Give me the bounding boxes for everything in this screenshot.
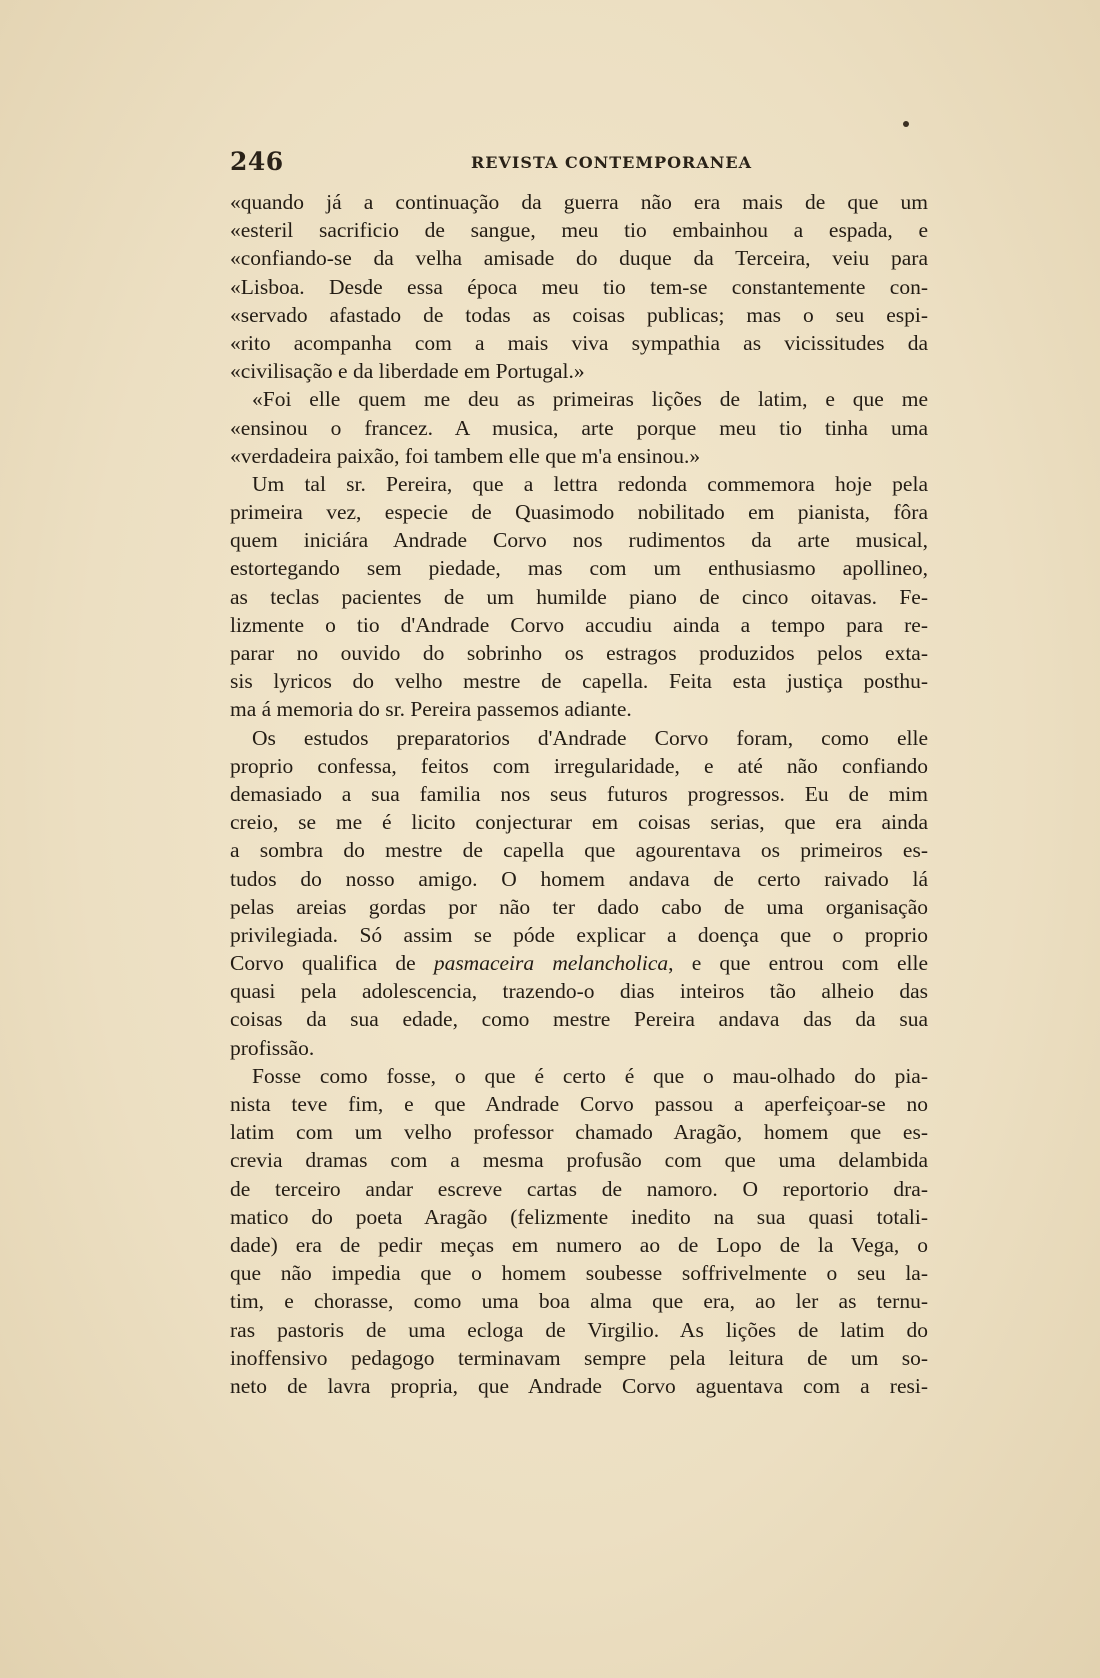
- text-line: pelas areias gordas por não ter dado cabo de uma organisação: [230, 894, 928, 919]
- text-line: as teclas pacientes de um humilde piano de cinco oitavas. Fe-: [230, 584, 928, 609]
- page-header: [230, 147, 930, 177]
- text-line: «Lisboa. Desde essa época meu tio tem-se constantemente con-: [230, 274, 928, 299]
- text-line: dade) era de pedir meças em numero ao de Lopo de la Vega, o: [230, 1232, 928, 1257]
- text-line: estortegando sem piedade, mas com um enthusiasmo apollineo,: [230, 556, 928, 581]
- text-line: latim com um velho professor chamado Aragão, homem que es-: [230, 1120, 928, 1145]
- text-line: tim, e chorasse, como uma boa alma que era, ao ler as ternu-: [230, 1289, 928, 1314]
- body-text: [230, 188, 928, 1400]
- text-line: creio, se me é licito conjecturar em coisas serias, que era ainda: [230, 810, 928, 835]
- text-line: «verdadeira paixão, foi tambem elle que m'a ensinou.»: [230, 443, 701, 468]
- text-line: ras pastoris de uma ecloga de Virgilio. As lições de latim do: [230, 1317, 928, 1342]
- text-line: proprio confessa, feitos com irregularidade, e até não confiando: [230, 753, 928, 778]
- text-line: tudos do nosso amigo. O homem andava de certo raivado lá: [230, 866, 928, 891]
- text-line: «confiando-se da velha amisade do duque da Terceira, veiu para: [230, 246, 928, 271]
- text-line: matico do poeta Aragão (felizmente inedito na sua quasi totali-: [230, 1204, 928, 1229]
- italic-phrase: pasmaceira melancholica: [433, 951, 669, 976]
- text-line: crevia dramas com a mesma profusão com que uma delambida: [230, 1148, 928, 1173]
- running-title: REVISTA CONTEMPORANEA: [471, 153, 752, 172]
- text-line: demasiado a sua familia nos seus futuros progressos. Eu de mim: [230, 781, 928, 806]
- text-line: lizmente o tio d'Andrade Corvo accudiu ainda a tempo para re-: [230, 612, 928, 637]
- text-line: [230, 949, 928, 977]
- text-line: «Foi elle quem me deu as primeiras lições de latim, e que me: [252, 387, 928, 412]
- text-line: quem iniciára Andrade Corvo nos rudimentos da arte musical,: [230, 528, 928, 553]
- text-line: inoffensivo pedagogo terminavam sempre pela leitura de um so-: [230, 1345, 928, 1370]
- text-line: Fosse como fosse, o que é certo é que o mau-olhado do pia-: [252, 1063, 928, 1088]
- text-line: Um tal sr. Pereira, que a lettra redonda commemora hoje pela: [252, 471, 928, 496]
- text-line: parar no ouvido do sobrinho os estragos produzidos pelos exta-: [230, 641, 928, 665]
- text-line: neto de lavra propria, que Andrade Corvo aguentava com a resi-: [230, 1373, 928, 1398]
- text-line: a sombra do mestre de capella que agourentava os primeiros es-: [230, 838, 928, 863]
- text-line: «rito acompanha com a mais viva sympathia as vicissitudes da: [230, 330, 928, 355]
- text-line: que não impedia que o homem soubesse soffrivelmente o seu la-: [230, 1261, 928, 1286]
- text-line: profissão.: [230, 1035, 315, 1060]
- text-line: nista teve fim, e que Andrade Corvo passou a aperfeiçoar-se no: [230, 1092, 928, 1116]
- text-line: «ensinou o francez. A musica, arte porque meu tio tinha uma: [230, 415, 928, 440]
- text-line: «civilisação e da liberdade em Portugal.»: [230, 359, 585, 384]
- text-line: sis lyricos do velho mestre de capella. Feita esta justiça posthu-: [230, 669, 928, 694]
- text-line: «esteril sacrificio de sangue, meu tio embainhou a espada, e: [230, 218, 928, 243]
- text-line: Os estudos preparatorios d'Andrade Corvo foram, como elle: [252, 725, 928, 750]
- text-line: «quando já a continuação da guerra não era mais de que um: [230, 190, 928, 214]
- text-segment: , e que entrou com elle: [668, 951, 928, 976]
- page-number: 246: [230, 147, 284, 176]
- text-line: de terceiro andar escreve cartas de namoro. O reportorio dra-: [230, 1176, 928, 1201]
- text-line: primeira vez, especie de Quasimodo nobilitado em pianista, fôra: [230, 500, 928, 525]
- text-line: quasi pela adolescencia, trazendo-o dias inteiros tão alheio das: [230, 979, 928, 1004]
- ink-speck: [903, 121, 909, 127]
- text-line: «servado afastado de todas as coisas publicas; mas o seu espi-: [230, 302, 928, 327]
- text-segment: Corvo qualifica de: [230, 951, 434, 976]
- text-line: coisas da sua edade, como mestre Pereira andava das da sua: [230, 1007, 928, 1032]
- text-line: ma á memoria do sr. Pereira passemos adiante.: [230, 697, 632, 722]
- text-line: privilegiada. Só assim se póde explicar a doença que o proprio: [230, 922, 928, 947]
